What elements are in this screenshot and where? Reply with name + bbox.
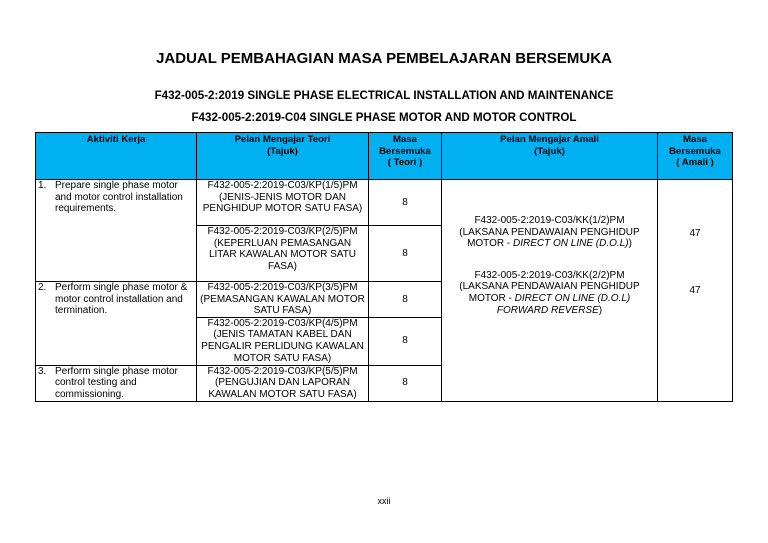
amali-cell: F432-005-2:2019-C03/KK(1/2)PM (LAKSANA PENDAWAIAN PENGHIDUP MOTOR - DIRECT ON LINE (D.O.L)) F432-005-2:2019-C03/KK(2/2)PM (LAKSANA PENDAWAIAN PENGHIDUP MOTOR - DIRECT ON LINE (D.O.L) FORWARD REVERSE) [442, 180, 658, 402]
table-header-row [36, 133, 733, 180]
module-subtitle: F432-005-2:2019-C04 SINGLE PHASE MOTOR AND MOTOR CONTROL [191, 111, 577, 124]
schedule-table [35, 132, 733, 402]
table-row [36, 180, 733, 226]
teori-cell: F432-005-2:2019-C03/KP(4/5)PM (JENIS TAMATAN KABEL DAN PENGALIR PERLIDUNG KAWALAN MOTOR SATU FASA) [197, 317, 369, 365]
amali-hours-cell [658, 180, 733, 402]
col-header-masa-amali: Masa Bersemuka ( Amali ) [658, 133, 733, 180]
page-title: JADUAL PEMBAHAGIAN MASA PEMBELAJARAN BERSEMUKA [156, 50, 612, 67]
teori-hours: 8 [369, 180, 442, 226]
teori-hours: 8 [369, 365, 442, 401]
amali-hours-1: 47 [689, 228, 701, 239]
program-subtitle: F432-005-2:2019 SINGLE PHASE ELECTRICAL INSTALLATION AND MAINTENANCE [154, 89, 614, 102]
amali-hours-2: 47 [689, 284, 701, 296]
activity-cell: 1. Prepare single phase motor and motor control installation requirements. [36, 180, 197, 282]
col-header-teori: Pelan Mengajar Teori (Tajuk) [197, 133, 369, 180]
activity-cell: 3. Perform single phase motor control testing and commissioning. [36, 365, 197, 401]
teori-hours: 8 [369, 282, 442, 318]
teori-hours: 8 [369, 226, 442, 282]
teori-cell: F432-005-2:2019-C03/KP(5/5)PM (PENGUJIAN DAN LAPORAN KAWALAN MOTOR SATU FASA) [197, 365, 369, 401]
activity-cell: 2. Perform single phase motor & motor control installation and termination. [36, 282, 197, 366]
teori-hours: 8 [369, 317, 442, 365]
col-header-amali: Pelan Mengajar Amali (Tajuk) [442, 133, 658, 180]
teori-cell: F432-005-2:2019-C03/KP(1/5)PM (JENIS-JENIS MOTOR DAN PENGHIDUP MOTOR SATU FASA) [197, 180, 369, 226]
teori-cell: F432-005-2:2019-C03/KP(2/5)PM (KEPERLUAN PEMASANGAN LITAR KAWALAN MOTOR SATU FASA) [197, 226, 369, 282]
col-header-aktiviti: Aktiviti Kerja [36, 133, 197, 180]
page-number: xxii [377, 496, 391, 506]
teori-cell: F432-005-2:2019-C03/KP(3/5)PM (PEMASANGAN KAWALAN MOTOR SATU FASA) [197, 282, 369, 318]
col-header-masa-teori: Masa Bersemuka ( Teori ) [369, 133, 442, 180]
